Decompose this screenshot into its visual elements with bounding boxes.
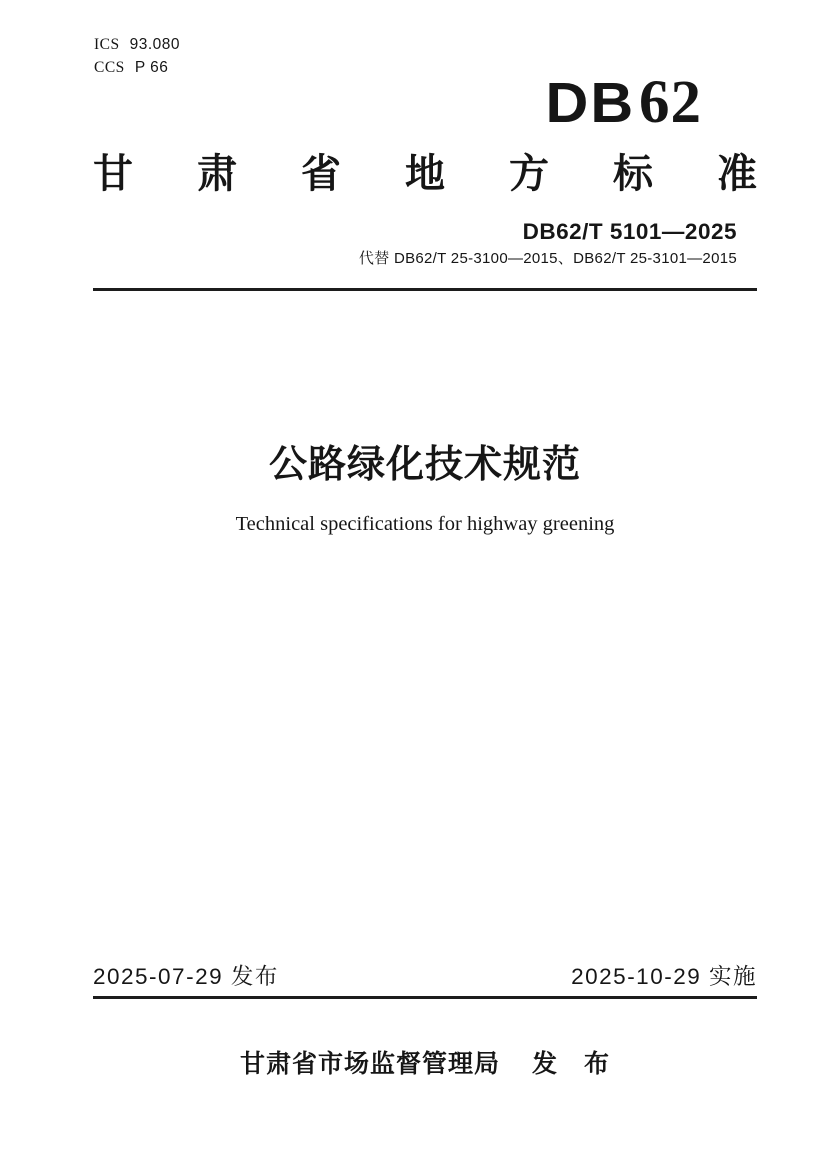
category-title-char: 省 xyxy=(301,152,341,196)
header-divider-line xyxy=(93,288,757,291)
category-title-char: 地 xyxy=(405,152,445,196)
document-title-zh: 公路绿化技术规范 xyxy=(268,444,581,486)
document-title-en: Technical specifications for highway greening xyxy=(235,513,615,535)
standard-code: DB62/T 5101—2025 xyxy=(522,219,737,244)
category-title-char: 准 xyxy=(717,152,757,196)
standard-category-title xyxy=(93,151,757,197)
ics-value: 93.080 xyxy=(129,36,181,53)
dates-row xyxy=(93,962,757,992)
implement-date: 2025-10-29 实施 xyxy=(571,964,757,989)
category-title-char: 甘 xyxy=(93,152,133,196)
issue-date: 2025-07-29 发布 xyxy=(93,964,279,989)
db62-logo xyxy=(545,68,702,138)
category-title-char: 方 xyxy=(509,152,549,196)
classification-codes xyxy=(94,33,180,79)
category-title-char: 标 xyxy=(613,152,653,196)
ccs-code-row xyxy=(94,56,180,79)
category-title-char: 肃 xyxy=(197,152,237,196)
ccs-label: CCS xyxy=(94,59,125,76)
publish-label: 发 布 xyxy=(532,1050,611,1078)
db62-logo-db: DB xyxy=(545,71,635,135)
publisher-name: 甘肃省市场监督管理局 xyxy=(239,1050,500,1078)
ics-code-row xyxy=(94,33,180,56)
ccs-value: P 66 xyxy=(134,59,169,76)
ics-label: ICS xyxy=(94,36,120,53)
superseded-standards: 代替 DB62/T 25-3100—2015、DB62/T 25-3101—2015 xyxy=(358,250,737,267)
publisher-row xyxy=(93,1048,757,1080)
db62-logo-number: 62 xyxy=(639,69,702,136)
footer-divider-line xyxy=(93,996,757,999)
standard-number-block xyxy=(93,218,737,269)
